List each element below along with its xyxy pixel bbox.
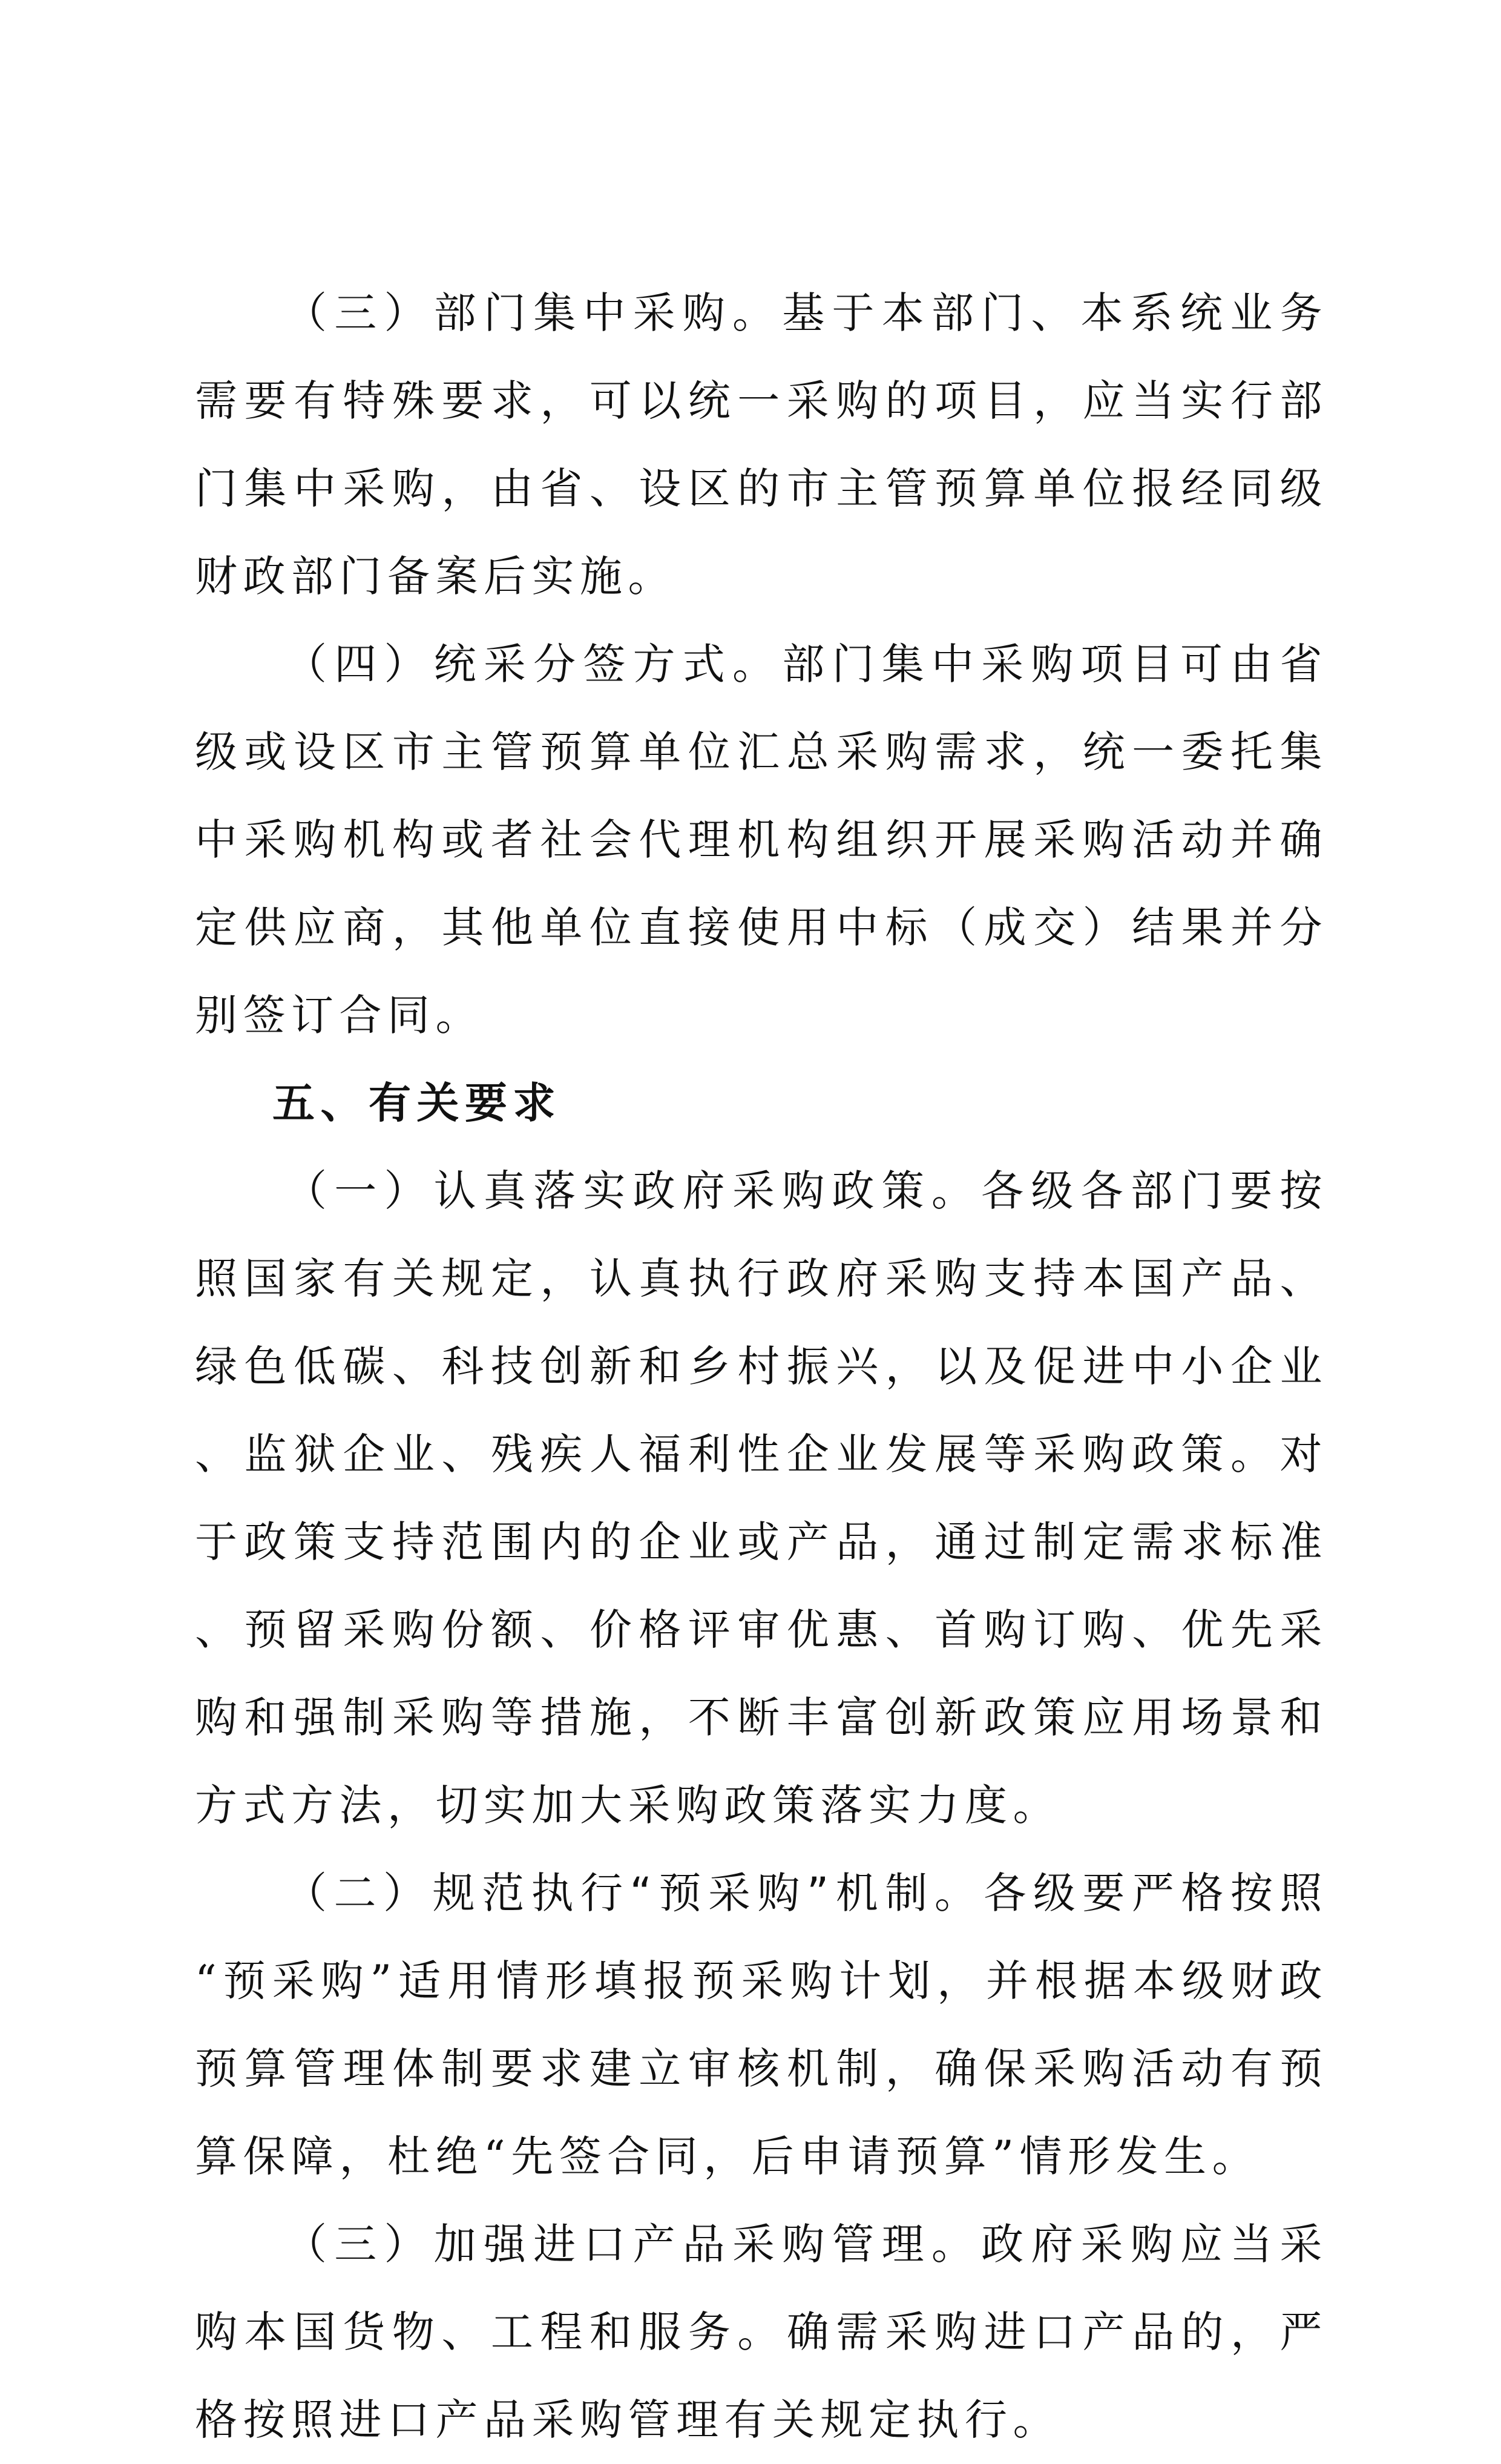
paragraph-text: 各级各部门要按照国家有关规定，认真执行政府采购支持本国产品、绿色低碳、科技创新和乡村振兴，以及促进中小企业、监狱企业、残疾人福利性企业发展等采购政策。对于政策支持范围内的企业或产品，通过制定需求标准、预留采购份额、价格评审优惠、首购订购、优先采购和强制采购等措施，不断丰富创新政策应用场景和方式方法，切实加大采购政策落实力度。 xyxy=(195,1166,1329,1830)
paragraph-text: 基于本部门、本系统业务需要有特殊要求，可以统一采购的项目，应当实行部门集中采购，由省、设区的市主管预算单位报经同级财政部门备案后实施。 xyxy=(195,288,1328,601)
paragraph-lead: （三）部门集中采购。 xyxy=(284,288,783,338)
paragraph-text: 各级要严格按照“预采购”适用情形填报预采购计划，并根据本级财政预算管理体制要求建立审核机制，确保采购活动有预算保障，杜绝“先签合同，后申请预算”情形发生。 xyxy=(195,1868,1329,2181)
paragraph-lead: （三）加强进口产品采购管理。 xyxy=(284,2219,982,2269)
section-heading: 五、有关要求 xyxy=(272,1078,561,1128)
document-body xyxy=(195,269,1328,2464)
paragraph-lead: （一）认真落实政府采购政策。 xyxy=(284,1166,982,1216)
paragraph-department-centralized-procurement xyxy=(195,269,1328,621)
paragraph-imported-products-management xyxy=(195,2201,1328,2464)
paragraph-lead: （四）统采分签方式。 xyxy=(284,639,783,689)
paragraph-lead: （二）规范执行“预采购”机制。 xyxy=(284,1868,984,1918)
paragraph-implement-procurement-policy xyxy=(195,1147,1328,1850)
paragraph-unified-procurement-separate-signing xyxy=(195,621,1328,1059)
paragraph-pre-procurement-mechanism xyxy=(195,1850,1328,2201)
paragraph-text: 政府采购应当采购本国货物、工程和服务。确需采购进口产品的，严格按照进口产品采购管理有关规定执行。 xyxy=(195,2219,1329,2445)
paragraph-text: 部门集中采购项目可由省级或设区市主管预算单位汇总采购需求，统一委托集中采购机构或者社会代理机构组织开展采购活动并确定供应商，其他单位直接使用中标（成交）结果并分别签订合同。 xyxy=(195,639,1328,1040)
